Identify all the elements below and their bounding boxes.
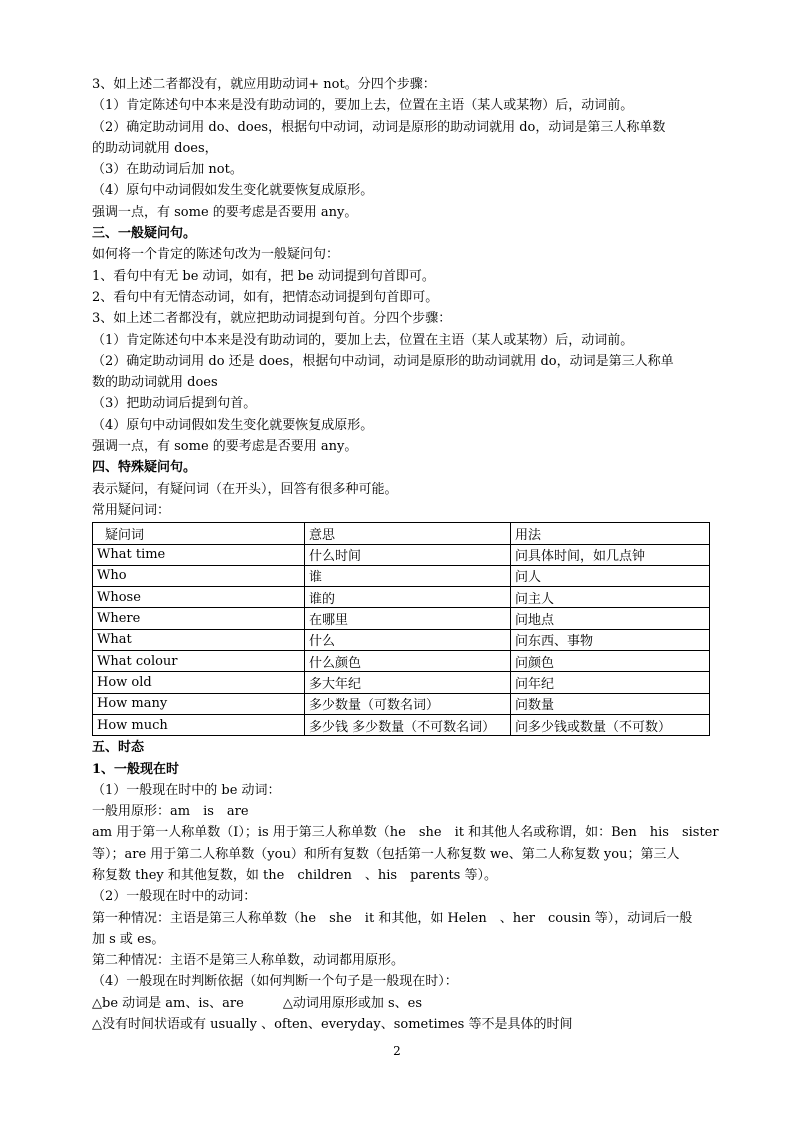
table-cell: 问人 [511, 565, 710, 586]
text-line: 第二种情况：主语不是第三人称单数，动词都用原形。 [92, 953, 405, 969]
table-cell: 问地点 [511, 608, 710, 629]
text-line: △没有时间状语或有 usually 、often、everyday、sometimes 等不是具体的时间 [92, 1017, 573, 1033]
text-line: 如何将一个肯定的陈述句改为一般疑问句： [92, 247, 340, 263]
table-row [93, 629, 710, 650]
table-cell: 多少钱 多少数量（不可数名词） [305, 714, 511, 735]
text-line: 1、看句中有无 be 动词，如有，把 be 动词提到句首即可。 [92, 268, 435, 284]
text-line: 数的助动词就用 does [92, 375, 218, 391]
special-question-section [92, 479, 732, 522]
text-line: （3）把助动词后提到句首。 [92, 396, 257, 412]
text-line: 加 s 或 es。 [92, 931, 165, 947]
table-cell: What time [93, 544, 305, 565]
section-heading: 四、特殊疑问句。 [92, 460, 197, 476]
table-header-cell: 意思 [305, 523, 511, 544]
text-line: （3）在助动词后加 not。 [92, 162, 243, 178]
table-cell: 谁 [305, 565, 511, 586]
text-line: 常用疑问词： [92, 502, 171, 518]
table-cell: 问数量 [511, 693, 710, 714]
present-tense-section [92, 780, 732, 1036]
text-line: 强调一点，有 some 的要考虑是否要用 any。 [92, 204, 358, 220]
text-line: （2）确定助动词用 do、does，根据句中动词，动词是原形的助动词就用 do，动词是第三人称单数 [92, 119, 666, 135]
text-line: 等）；are 用于第二人称单数（you）和所有复数（包括第一人称复数 we、第二人称复数 you；第三人 [92, 846, 680, 862]
table-cell: 多少数量（可数名词） [305, 693, 511, 714]
general-question-section [92, 244, 732, 457]
text-line: （1）一般现在时中的 be 动词： [92, 782, 281, 798]
table-cell: 问颜色 [511, 651, 710, 672]
table-cell: 问东西、事物 [511, 629, 710, 650]
table-cell: 问主人 [511, 587, 710, 608]
table-row [93, 565, 710, 586]
table-row [93, 587, 710, 608]
text-line: am 用于第一人称单数（I）；is 用于第三人称单数（he she it 和其他人名或称谓，如：Ben his sister [92, 825, 719, 841]
text-line: （4）原句中动词假如发生变化就要恢复成原形。 [92, 417, 374, 433]
table-cell: 什么时间 [305, 544, 511, 565]
text-line: 一般用原形：am is are [92, 804, 249, 820]
table-cell: 什么 [305, 629, 511, 650]
text-line: 3、如上述二者都没有，就应用助动词+ not。分四个步骤： [92, 77, 436, 92]
table-cell: Who [93, 565, 305, 586]
text-line: （2）确定助动词用 do 还是 does，根据句中动词，动词是原形的助动词就用 do，动词是第三人称单 [92, 353, 674, 369]
question-word-table [92, 522, 710, 736]
text-line: （1）肯定陈述句中本来是没有助动词的，要加上去，位置在主语（某人或某物）后，动词前。 [92, 98, 634, 114]
steps-section [92, 74, 732, 223]
table-cell: 问具体时间，如几点钟 [511, 544, 710, 565]
table-cell: 多大年纪 [305, 672, 511, 693]
text-line: △be 动词是 am、is、are △动词用原形或加 s、es [92, 995, 423, 1011]
table-cell: 什么颜色 [305, 651, 511, 672]
table-row [93, 544, 710, 565]
table-cell: 问多少钱或数量（不可数） [511, 714, 710, 735]
page-number: 2 [393, 1044, 401, 1058]
table-cell: How old [93, 672, 305, 693]
text-line: （1）肯定陈述句中本来是没有助动词的，要加上去，位置在主语（某人或某物）后，动词前。 [92, 332, 634, 348]
table-cell: What colour [93, 651, 305, 672]
table-header-cell: 疑问词 [93, 523, 305, 544]
text-line: 强调一点，有 some 的要考虑是否要用 any。 [92, 439, 358, 455]
table-row [93, 608, 710, 629]
table-cell: 谁的 [305, 587, 511, 608]
table-header-row [93, 523, 710, 544]
text-line: 表示疑问，有疑问词（在开头），回答有很多种可能。 [92, 481, 398, 497]
table-cell: What [93, 629, 305, 650]
subsection-heading: 1、一般现在时 [92, 761, 180, 777]
text-line: 2、看句中有无情态动词，如有，把情态动词提到句首即可。 [92, 289, 439, 305]
table-cell: How many [93, 693, 305, 714]
table-cell: 在哪里 [305, 608, 511, 629]
text-line: （4）一般现在时判断依据（如何判断一个句子是一般现在时）： [92, 974, 458, 990]
text-line: 称复数 they 和其他复数，如 the children 、his parents 等）。 [92, 867, 497, 883]
section-heading: 三、一般疑问句。 [92, 226, 197, 242]
table-header-cell: 用法 [511, 523, 710, 544]
table-row [93, 672, 710, 693]
text-line: （2）一般现在时中的动词： [92, 889, 257, 905]
text-line: 3、如上述二者都没有，就应把助动词提到句首。分四个步骤： [92, 311, 452, 327]
table-cell: Whose [93, 587, 305, 608]
table-cell: Where [93, 608, 305, 629]
section-heading: 五、时态 [92, 740, 145, 756]
text-line: 第一种情况：主语是第三人称单数（he she it 和其他，如 Helen 、her cousin 等），动词后一般 [92, 910, 693, 926]
document-page [92, 74, 732, 1035]
text-line: （4）原句中动词假如发生变化就要恢复成原形。 [92, 183, 374, 199]
table-row [93, 693, 710, 714]
table-cell: How much [93, 714, 305, 735]
table-row [93, 714, 710, 735]
text-line: 的助动词就用 does， [92, 140, 218, 156]
table-row [93, 651, 710, 672]
table-cell: 问年纪 [511, 672, 710, 693]
